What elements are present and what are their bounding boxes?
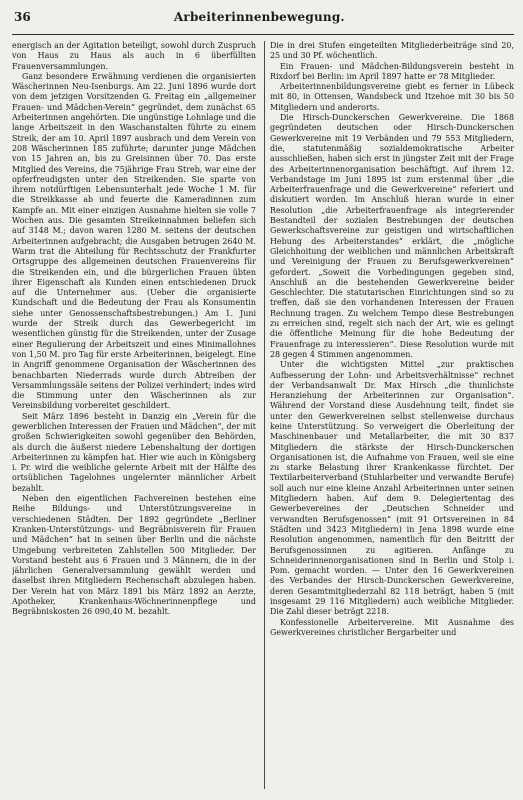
page-number: 36 (14, 10, 31, 24)
left-column (12, 41, 260, 795)
paragraph: Seit März 1896 besteht in Danzig ein „Verein für die gewerblichen Interessen der Frauen und Mädchen“, der mit großen Schwierigkeiten sowohl gegenüber den Behörden, als durch die äußerst niedere Lebenshaltung der dortigen Arbeiterinnen zu kämpfen hat. Hier wie auch in Königsberg i. Pr. wird die weibliche gelernte Arbeit mit der Hälfte des ortsüblichen Tagelohnes ungelernter männlicher Arbeit bezahlt. (12, 411, 256, 493)
paragraph: Arbeiterinnenbildungsvereine giebt es ferner in Lübeck mit 80, in Ottensen, Wandsbeck und Itzehoe mit 30 bis 50 Mitgliedern und anderorts. (270, 82, 514, 112)
paragraph: Die in drei Stufen eingeteilten Mitgliederbeiträge sind 20, 25 und 30 Pf. wöchentlich. (270, 41, 514, 61)
paragraph: energisch an der Agitation beteiligt, sowohl durch Zuspruch von Haus zu Haus als auch in 6 überfüllten Frauenversammlungen. (12, 41, 256, 71)
paragraph: Konfessionelle Arbeitervereine. Mit Ausnahme des Gewerkvereines christlicher Bergarbeiter und (270, 617, 514, 637)
right-column (269, 41, 514, 795)
column-divider (264, 41, 265, 789)
paragraph: Unter die wichtigsten Mittel „zur praktischen Aufbesserung der Lohn- und Arbeitsverhältnisse“ rechnet der Verbandsanwalt Dr. Max Hirsch „die thunlichste Heranziehung der Arbeiterinnen zur Organisation“. Während der Vorstand diese Ausdehnung teilt, findet sie unter den Gewerkvereinen selbst stellenweise durchaus keine Unterstützung. So verweigert die Oberleitung der Maschinenbauer und Metallarbeiter, die mit 30 837 Mitgliedern die stärkste der Hirsch-Dunckerschen Organisationen ist, die Aufnahme von Frauen, weil sie eine zu starke Belastung ihrer Krankenkasse fürchtet. Der Textilarbeiterverband (Stuhlarbeiter und verwandte Berufe) soll auch nur eine kleine Anzahl Arbeiterinnen unter seinen Mitgliedern haben. Auf dem 9. Delegiertentag des Gewerbevereines der „Deutschen Schneider und verwandten Berufsgenossen“ (mit 91 Ortsvereinen in 84 Städten und 3423 Mitgliedern) in Jena 1898 wurde eine Resolution angenommen, namentlich für den Beitritt der Berufsgenossinnen zu agitieren. Anfänge zu Schneiderinnenorganisationen sind in Berlin und Stolp i. Pom. gemacht worden. — Unter den 16 Gewerkvereinen des Verbandes der Hirsch-Dunckerschen Gewerkvereine, deren Gesamtmitgliederzahl 82 118 beträgt, haben 5 (mit insgesamt 29 116 Mitgliedern) auch weibliche Mitglieder. Die Zahl dieser beträgt 2218. (270, 360, 514, 617)
paragraph: Neben den eigentlichen Fachvereinen bestehen eine Reihe Bildungs- und Unterstützungsvereine in verschiedenen Städten. Der 1892 gegründete „Berliner Kranken-Unterstützungs- und Begräbnisverein für Frauen und Mädchen“ hat in seinen über Berlin und die nächste Umgebung verbreiteten Zahlstellen 500 Mitglieder. Der Vorstand besteht aus 6 Frauen und 3 Männern, die in der jährlichen Generalversammlung gewählt werden und daselbst ihren Mitgliedern Rechenschaft abzulegen haben. Der Verein hat von März 1891 bis März 1892 an Aerzte, Apotheker, Krankenhaus-Wöchnerinnenpflege und Begräbniskosten 26 090,40 M. bezahlt. (12, 494, 256, 617)
text-columns (12, 41, 514, 795)
paragraph: Die Hirsch-Dunckerschen Gewerkvereine. Die 1868 gegründeten deutschen oder Hirsch-Dunckerschen Gewerkvereine mit 19 Verbänden und 79 553 Mitgliedern, die, statutenmäßig sozialdemokratische Arbeiter ausschließen, haben sich erst in jüngster Zeit mit der Frage des Arbeiterinnenorganisation beschäftigt. Auf ihrem 12. Verbandstage im Juni 1895 ist zum erstenmal über „die Arbeiterfrauenfrage und die Gewerkvereine“ referiert und diskutiert worden. Im Anschluß hieran wurde in einer Resolution „die Arbeiterfrauenfrage als integrierender Bestandteil der sozialen Bestrebungen der deutschen Gewerkschaftsvereine zur geistigen und wirtschaftlichen Hebung des Arbeiterstandes“ erklärt, die „mögliche Gleichhoitung der weiblichen und männlichen Arbeitskraft und Vereinigung der Frauen zu Berufsgewerkvereinen“ gefordert. „Soweit die Vorbedingungen gegeben sind, Anschluß an die bestehenden Gewerkvereine beider Geschlechter. Die statutarischen Einrichtungen sind so zu treffen, daß sie den vorhandenen Interessen der Frauen Rechnung tragen. Zu welchem Tempo diese Bestrebungen zu erreichen sind, regelt sich nach der Art, wie es gelingt die öffentliche Meinung für die hohe Bedeutung der Frauenfrage zu interessieren“. Diese Resolution wurde mit 28 gegen 4 Stimmen angenommen. (270, 113, 514, 359)
page-header (12, 10, 514, 35)
running-title: Arbeiterinnenbewegung. (173, 10, 345, 24)
paragraph: Ein Frauen- und Mädchen-Bildungsverein besteht in Rixdorf bei Berlin: im April 1897 hatte er 78 Mitglieder. (270, 61, 514, 81)
paragraph: Ganz besondere Erwähnung verdienen die organisierten Wäscherinnen Neu-Isenburgs. Am 22. Juni 1896 wurde dort von dem jetzigen Vorsitzenden G. Freitag ein „allgemeiner Frauen- und Mädchen-Verein“ gegründet, dem zunächst 65 Arbeiterinnen angehörten. Die ungünstige Lohnlage und die lange Arbeitszeit in den Waschanstalten führte zu einem Streik, der am 10. April 1897 ausbrach und dem Verein von 208 Wäscherinnen 185 zuführte; darunter junge Mädchen von 15 Jahren an, bis zu Greisinnen über 70. Das erste Mitglied des Vereins, die 75jährige Frau Streb, war eine der opferfreudigsten unter den Streikenden. Sie sparte von ihrem notdürftigen Lebensunterhalt jede Woche 1 M. für die Streikkasse ab und feuerte die Kameradinnen zum Kampfe an. Mit einer einzigen Ausnahme hielten sie volle 7 Wochen aus. Die gesamten Streikeinnahmen beliefen sich auf 3148 M.; davon waren 1280 M. seitens der deutschen Arbeiterinnen aufgebracht; die Ausgaben betrugen 2640 M. Warm trat die Abteilung für Rechtsschutz der Frankfurter Ortsgruppe des allgemeinen deutschen Frauenvereins für die Streikenden ein, und die bürgerlichen Frauen übten ihrer Eigenschaft als Kunden einen entschiedenen Druck auf die Unternehmer aus. (Ueber die organisierte Kundschaft und die Bedeutung der Frau als Konsumentin siehe unter Genossenschaftsbestrebungen.) Am 1. Juni wurde der Streik durch das Gewerbegericht im wesentlichen günstig für die Streikenden, unter der Zusage einer Regulierung der Arbeitszeit und eines Minimallohnes von 1,50 M. pro Tag für erste Arbeiterinnen, beigelegt. Eine in Angriff genommene Organisation der Wäscherinnen des benachbarten Niederrads wurde durch Abtreiben der Versammlungssäle seitens der Polizei verhindert; indes wird die Stimmung unter den Wäscherinnen als zur Vereinsbildung vorbereitet geschildert. (12, 71, 256, 411)
